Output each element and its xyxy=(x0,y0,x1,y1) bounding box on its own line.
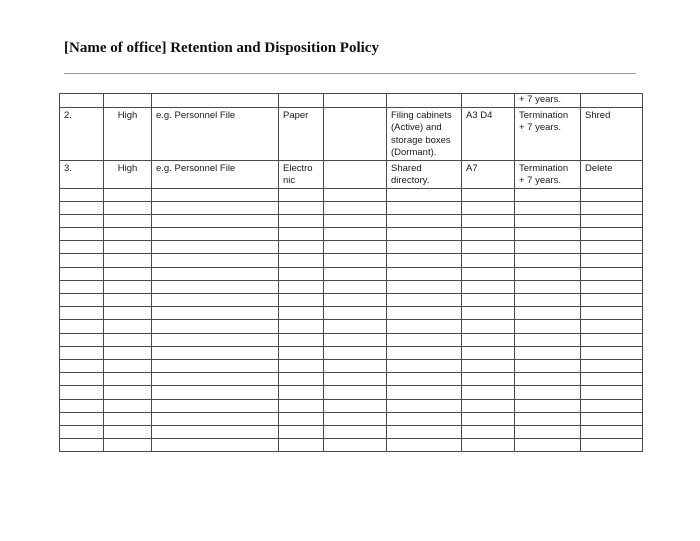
empty-cell xyxy=(152,399,279,412)
empty-cell xyxy=(104,241,152,254)
empty-cell xyxy=(279,333,324,346)
retention-cell: + 7 years. xyxy=(515,94,581,108)
empty-cell xyxy=(462,188,515,201)
empty-cell xyxy=(152,425,279,438)
empty-cell xyxy=(324,399,387,412)
empty-cell xyxy=(515,346,581,359)
empty-cell xyxy=(581,412,643,425)
empty-cell xyxy=(581,320,643,333)
empty-cell xyxy=(324,214,387,227)
empty-cell xyxy=(462,386,515,399)
empty-cell xyxy=(462,425,515,438)
format-cell: Electro nic xyxy=(279,160,324,188)
empty-cell xyxy=(324,359,387,372)
empty-cell xyxy=(104,425,152,438)
empty-cell xyxy=(324,439,387,452)
empty-cell xyxy=(515,399,581,412)
empty-cell xyxy=(462,346,515,359)
table-row-empty xyxy=(60,294,643,307)
empty-cell xyxy=(515,373,581,386)
empty-cell xyxy=(60,425,104,438)
empty-cell xyxy=(60,201,104,214)
empty-cell xyxy=(581,399,643,412)
table-row-empty xyxy=(60,359,643,372)
empty-cell xyxy=(60,188,104,201)
cell xyxy=(581,94,643,108)
empty-cell xyxy=(387,399,462,412)
empty-cell xyxy=(104,188,152,201)
empty-cell xyxy=(581,373,643,386)
empty-cell xyxy=(387,320,462,333)
table-row-empty xyxy=(60,412,643,425)
empty-cell xyxy=(104,280,152,293)
retention-cell: Termination + 7 years. xyxy=(515,160,581,188)
empty-cell xyxy=(324,201,387,214)
empty-cell xyxy=(387,188,462,201)
empty-cell xyxy=(152,320,279,333)
empty-cell xyxy=(387,333,462,346)
empty-cell xyxy=(324,267,387,280)
table-row-empty xyxy=(60,228,643,241)
retention-table xyxy=(59,93,643,452)
empty-cell xyxy=(462,307,515,320)
empty-cell xyxy=(387,280,462,293)
empty-cell xyxy=(387,201,462,214)
empty-cell xyxy=(515,359,581,372)
empty-cell xyxy=(462,267,515,280)
empty-cell xyxy=(152,280,279,293)
empty-cell xyxy=(387,267,462,280)
empty-cell xyxy=(60,241,104,254)
empty-cell xyxy=(104,320,152,333)
empty-cell xyxy=(152,188,279,201)
empty-cell xyxy=(324,346,387,359)
table-row-empty xyxy=(60,214,643,227)
table-row-empty xyxy=(60,188,643,201)
empty-cell xyxy=(152,412,279,425)
empty-cell xyxy=(279,439,324,452)
empty-cell xyxy=(581,254,643,267)
empty-cell xyxy=(324,412,387,425)
empty-cell xyxy=(515,307,581,320)
empty-cell xyxy=(581,346,643,359)
empty-cell xyxy=(581,333,643,346)
empty-cell xyxy=(104,412,152,425)
table-row xyxy=(60,107,643,160)
empty-cell xyxy=(515,241,581,254)
empty-cell xyxy=(462,228,515,241)
table-row-empty xyxy=(60,373,643,386)
table-row-empty xyxy=(60,320,643,333)
empty-cell xyxy=(279,399,324,412)
cell xyxy=(387,94,462,108)
empty-cell xyxy=(387,346,462,359)
location-cell: Filing cabinets (Active) and storage boxes (Dormant). xyxy=(387,107,462,160)
empty-cell xyxy=(581,307,643,320)
table-row-empty xyxy=(60,241,643,254)
empty-cell xyxy=(104,439,152,452)
empty-cell xyxy=(60,294,104,307)
empty-cell xyxy=(515,386,581,399)
empty-cell xyxy=(515,412,581,425)
empty-cell xyxy=(324,294,387,307)
empty-cell xyxy=(387,359,462,372)
row-number-cell: 2. xyxy=(60,107,104,160)
empty-cell xyxy=(279,188,324,201)
table-row-continuation xyxy=(60,94,643,108)
code-cell: A7 xyxy=(462,160,515,188)
empty-cell xyxy=(152,386,279,399)
empty-cell xyxy=(152,359,279,372)
empty-cell xyxy=(462,359,515,372)
empty-cell xyxy=(462,320,515,333)
empty-cell xyxy=(515,201,581,214)
empty-cell xyxy=(60,228,104,241)
location-cell: Shared directory. xyxy=(387,160,462,188)
empty-cell xyxy=(387,214,462,227)
empty-cell xyxy=(515,439,581,452)
record-cell: e.g. Personnel File xyxy=(152,107,279,160)
cell xyxy=(60,94,104,108)
empty-cell xyxy=(515,228,581,241)
empty-cell xyxy=(279,346,324,359)
empty-cell xyxy=(279,307,324,320)
empty-cell xyxy=(104,267,152,280)
empty-cell xyxy=(515,280,581,293)
empty-cell xyxy=(279,254,324,267)
empty-cell xyxy=(152,214,279,227)
empty-cell xyxy=(515,425,581,438)
empty-cell xyxy=(515,267,581,280)
empty-cell xyxy=(60,320,104,333)
empty-cell xyxy=(279,373,324,386)
empty-cell xyxy=(387,439,462,452)
table-row-empty xyxy=(60,346,643,359)
empty-cell xyxy=(462,439,515,452)
empty-cell xyxy=(581,359,643,372)
empty-cell xyxy=(152,373,279,386)
empty-cell xyxy=(581,241,643,254)
empty-cell xyxy=(152,294,279,307)
empty-cell xyxy=(581,188,643,201)
empty-cell xyxy=(60,346,104,359)
empty-cell xyxy=(60,267,104,280)
empty-cell xyxy=(581,280,643,293)
empty-cell xyxy=(387,254,462,267)
empty-cell xyxy=(387,228,462,241)
empty-cell xyxy=(60,386,104,399)
empty-cell xyxy=(279,386,324,399)
empty-cell xyxy=(152,346,279,359)
empty-cell xyxy=(279,280,324,293)
empty-cell xyxy=(104,201,152,214)
empty-cell xyxy=(324,320,387,333)
empty-cell xyxy=(462,280,515,293)
empty-cell xyxy=(515,294,581,307)
empty-cell xyxy=(279,241,324,254)
empty-cell xyxy=(515,188,581,201)
empty-cell xyxy=(152,333,279,346)
empty-cell xyxy=(387,241,462,254)
empty-cell xyxy=(104,386,152,399)
empty-cell xyxy=(462,294,515,307)
empty-cell xyxy=(60,399,104,412)
cell xyxy=(152,94,279,108)
empty-cell xyxy=(104,294,152,307)
empty-cell xyxy=(104,359,152,372)
empty-cell xyxy=(387,386,462,399)
empty-cell xyxy=(324,333,387,346)
empty-cell xyxy=(279,267,324,280)
table-row-empty xyxy=(60,267,643,280)
empty-cell xyxy=(279,214,324,227)
empty-cell xyxy=(515,333,581,346)
empty-cell xyxy=(152,228,279,241)
empty-cell xyxy=(104,228,152,241)
table-row-empty xyxy=(60,386,643,399)
empty-cell xyxy=(324,188,387,201)
empty-cell xyxy=(581,214,643,227)
empty-cell xyxy=(324,386,387,399)
empty-cell xyxy=(152,241,279,254)
empty-cell xyxy=(279,294,324,307)
empty-cell xyxy=(324,425,387,438)
empty-cell xyxy=(279,412,324,425)
empty-cell xyxy=(387,294,462,307)
empty-cell xyxy=(324,373,387,386)
empty-cell xyxy=(104,346,152,359)
table-row-empty xyxy=(60,399,643,412)
empty-cell xyxy=(387,412,462,425)
empty-cell xyxy=(387,307,462,320)
empty-cell xyxy=(279,359,324,372)
empty-cell xyxy=(324,307,387,320)
empty-cell xyxy=(324,228,387,241)
empty-cell xyxy=(279,425,324,438)
empty-cell xyxy=(581,267,643,280)
empty-cell xyxy=(581,439,643,452)
empty-cell xyxy=(462,399,515,412)
empty-cell xyxy=(515,214,581,227)
empty-cell xyxy=(581,386,643,399)
empty-cell xyxy=(515,320,581,333)
table-row-empty xyxy=(60,333,643,346)
empty-cell xyxy=(152,267,279,280)
empty-cell xyxy=(60,214,104,227)
priority-cell: High xyxy=(104,107,152,160)
table-row-empty xyxy=(60,254,643,267)
retention-cell: Termination + 7 years. xyxy=(515,107,581,160)
empty-cell xyxy=(462,241,515,254)
cell xyxy=(324,94,387,108)
empty-cell xyxy=(462,333,515,346)
empty-cell xyxy=(581,228,643,241)
empty-cell xyxy=(581,201,643,214)
page-title: [Name of office] Retention and Disposition Policy xyxy=(64,40,379,56)
record-cell: e.g. Personnel File xyxy=(152,160,279,188)
empty-cell xyxy=(387,425,462,438)
table-row-empty xyxy=(60,201,643,214)
empty-cell xyxy=(324,254,387,267)
cell xyxy=(279,94,324,108)
empty-cell xyxy=(104,214,152,227)
title-divider xyxy=(64,73,636,74)
empty-cell xyxy=(60,254,104,267)
cell xyxy=(324,107,387,160)
empty-cell xyxy=(60,307,104,320)
empty-cell xyxy=(279,201,324,214)
empty-cell xyxy=(387,373,462,386)
table-row-empty xyxy=(60,280,643,293)
empty-cell xyxy=(60,280,104,293)
code-cell: A3 D4 xyxy=(462,107,515,160)
empty-cell xyxy=(60,412,104,425)
empty-cell xyxy=(60,359,104,372)
empty-cell xyxy=(462,412,515,425)
cell xyxy=(462,94,515,108)
empty-cell xyxy=(104,333,152,346)
empty-cell xyxy=(462,254,515,267)
empty-cell xyxy=(581,294,643,307)
table-row xyxy=(60,160,643,188)
empty-cell xyxy=(60,439,104,452)
disposition-cell: Delete xyxy=(581,160,643,188)
empty-cell xyxy=(324,280,387,293)
format-cell: Paper xyxy=(279,107,324,160)
cell xyxy=(104,94,152,108)
empty-cell xyxy=(104,399,152,412)
empty-cell xyxy=(462,373,515,386)
empty-cell xyxy=(152,201,279,214)
empty-cell xyxy=(152,307,279,320)
priority-cell: High xyxy=(104,160,152,188)
empty-cell xyxy=(581,425,643,438)
empty-cell xyxy=(152,439,279,452)
empty-cell xyxy=(462,201,515,214)
empty-cell xyxy=(152,254,279,267)
cell xyxy=(324,160,387,188)
empty-cell xyxy=(279,228,324,241)
empty-cell xyxy=(104,373,152,386)
disposition-cell: Shred xyxy=(581,107,643,160)
empty-cell xyxy=(60,373,104,386)
empty-cell xyxy=(104,307,152,320)
row-number-cell: 3. xyxy=(60,160,104,188)
table-row-empty xyxy=(60,439,643,452)
empty-cell xyxy=(324,241,387,254)
empty-cell xyxy=(104,254,152,267)
empty-cell xyxy=(60,333,104,346)
empty-cell xyxy=(279,320,324,333)
table-row-empty xyxy=(60,307,643,320)
empty-cell xyxy=(462,214,515,227)
empty-cell xyxy=(515,254,581,267)
table-row-empty xyxy=(60,425,643,438)
